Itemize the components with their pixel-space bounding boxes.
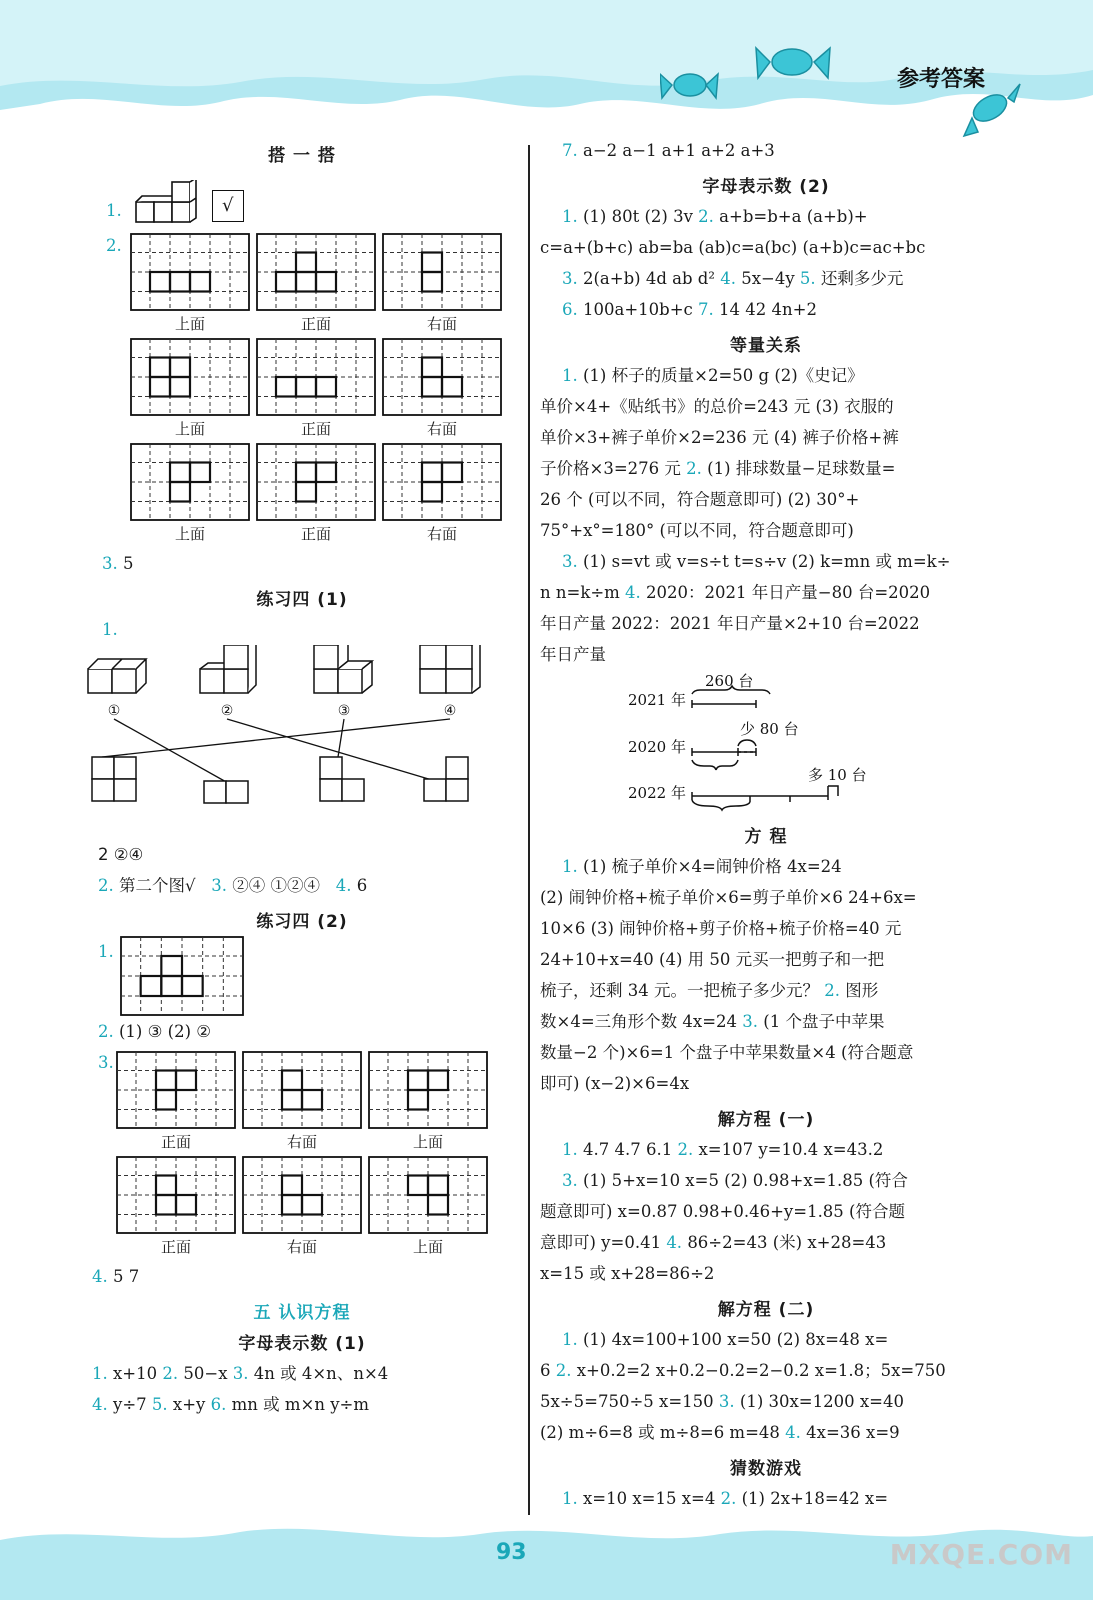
question-number: 7. bbox=[562, 141, 583, 160]
question-number: 4. bbox=[785, 1423, 807, 1442]
answer-line bbox=[540, 453, 992, 484]
question-number: 4. bbox=[92, 1267, 108, 1286]
header-title: 参考答案 bbox=[896, 67, 985, 92]
view-grid bbox=[368, 1051, 488, 1129]
section-title: 等量关系 bbox=[730, 336, 802, 356]
question-number: 3. bbox=[232, 1364, 254, 1383]
answer-line bbox=[540, 1165, 992, 1196]
view-grid-row bbox=[116, 1051, 512, 1152]
answer-line bbox=[540, 360, 992, 391]
answer-text: (1) 杯子的质量×2=50 g (2)《史记》 bbox=[583, 366, 864, 385]
answer-text: c=a+(b+c) ab=ba (ab)c=a(bc) (a+b)c=ac+bc bbox=[540, 238, 926, 257]
answer-text: 梳子，还剩 34 元。一把梳子多少元？ bbox=[540, 981, 825, 1000]
section-title: 解方程 (一) bbox=[717, 1110, 815, 1130]
answer-line bbox=[540, 135, 992, 166]
circle-label: ④ bbox=[443, 703, 457, 719]
watermark: MXQE.COM bbox=[889, 1538, 1073, 1571]
question-number: 2. bbox=[686, 459, 708, 478]
answer-line bbox=[540, 944, 992, 975]
view-label: 右面 bbox=[426, 525, 457, 543]
view-grid bbox=[130, 443, 250, 521]
answer-text: 5x÷5=750÷5 x=150 bbox=[540, 1392, 719, 1411]
answer-text: 4x=36 x=9 bbox=[806, 1423, 900, 1442]
answer-text: (1) ③ (2) ② bbox=[119, 1022, 212, 1041]
answer-text: y÷7 bbox=[113, 1395, 152, 1414]
answer-text: 14 42 4n+2 bbox=[719, 300, 817, 319]
question-number: 1. bbox=[106, 201, 122, 220]
view-label: 正面 bbox=[300, 525, 331, 543]
answer-text: (2) 闹钟价格+梳子单价×6=剪子单价×6 24+6x= bbox=[540, 888, 917, 907]
question-number: 4. bbox=[720, 269, 742, 288]
view-grid-row bbox=[116, 1156, 512, 1257]
answer-text: (1) s=vt 或 v=s÷t t=s÷v (2) k=mn 或 m=k÷ bbox=[583, 552, 951, 571]
view-grid bbox=[120, 936, 244, 1016]
answer-text: x=15 或 x+28=86÷2 bbox=[540, 1264, 715, 1283]
answer-line bbox=[98, 1016, 512, 1047]
answer-line bbox=[540, 294, 992, 325]
question-number: 4. bbox=[625, 583, 647, 602]
answer-text: 4.7 4.7 6.1 bbox=[583, 1140, 678, 1159]
q1-row bbox=[106, 170, 512, 226]
answer-line bbox=[540, 1227, 992, 1258]
answer-text: 2(a+b) 4d ab d² bbox=[583, 269, 721, 288]
section-title: 练习四 (1) bbox=[256, 590, 348, 610]
section-title: 搭 一 搭 bbox=[268, 146, 336, 166]
column-divider bbox=[528, 145, 530, 1515]
view-label: 正面 bbox=[160, 1238, 191, 1256]
answer-text: x+0.2=2 x+0.2−0.2=2−0.2 x=1.8；5x=750 bbox=[576, 1361, 946, 1380]
section-title: 练习四 (2) bbox=[256, 912, 348, 932]
answer-line bbox=[92, 1261, 512, 1292]
answer-text: 单价×3+裤子单价×2=236 元 (4) 裤子价格+裤 bbox=[540, 428, 899, 447]
answer-text: 5 bbox=[123, 554, 134, 573]
answer-line bbox=[540, 639, 992, 670]
segment-diagram bbox=[540, 672, 992, 812]
circle-label: ③ bbox=[337, 703, 351, 719]
answer-line bbox=[540, 232, 992, 263]
answer-line bbox=[540, 546, 992, 577]
question-number: 3. bbox=[98, 1053, 114, 1072]
answer-line bbox=[540, 1417, 992, 1448]
cube-stack-figure bbox=[132, 180, 202, 226]
view-grid-item bbox=[256, 443, 376, 544]
question-number: 3. bbox=[562, 269, 583, 288]
question-number: 3. bbox=[562, 1171, 583, 1190]
answer-text: 4n 或 4×n、n×4 bbox=[253, 1364, 389, 1383]
question-number: 6. bbox=[210, 1395, 232, 1414]
view-grid bbox=[382, 443, 502, 521]
question-number: 2. bbox=[677, 1140, 699, 1159]
answer-line bbox=[540, 1134, 992, 1165]
answer-text: 子价格×3=276 元 bbox=[540, 459, 687, 478]
answer-line bbox=[98, 870, 512, 901]
view-grid bbox=[130, 233, 250, 311]
answer-line bbox=[92, 1358, 512, 1389]
answer-line bbox=[540, 484, 992, 515]
question-number: 2. bbox=[698, 207, 720, 226]
view-grid-row bbox=[130, 443, 512, 544]
view-grid-item bbox=[368, 1051, 488, 1152]
answer-text: 题意即可) x=0.87 0.98+0.46+y=1.85 (符合题 bbox=[540, 1202, 905, 1221]
question-number: 4. bbox=[92, 1395, 113, 1414]
question-number: 2. bbox=[106, 236, 122, 255]
answer-text: 年日产量 bbox=[540, 645, 606, 664]
answer-text: 6 bbox=[356, 876, 368, 895]
answer-line bbox=[540, 913, 992, 944]
question-number: 6. bbox=[562, 300, 583, 319]
view-grid-item bbox=[116, 1051, 236, 1152]
answer-line bbox=[92, 1389, 512, 1420]
answer-line: 2 ②④ bbox=[98, 845, 144, 864]
answer-text: (1) 梳子单价×4=闹钟价格 4x=24 bbox=[583, 857, 842, 876]
view-grid-item bbox=[382, 233, 502, 334]
answer-text: ②④ ①②④ bbox=[232, 876, 321, 895]
answer-line bbox=[540, 263, 992, 294]
question-number: 4. bbox=[666, 1233, 688, 1252]
unit-title: 五 认识方程 bbox=[253, 1303, 351, 1323]
question-number: 3. bbox=[742, 1012, 764, 1031]
answer-text: 75°+x°=180° (可以不同，符合题意即可) bbox=[540, 521, 854, 540]
view-grid bbox=[368, 1156, 488, 1234]
view-label: 右面 bbox=[286, 1133, 317, 1151]
answer-text: (2) m÷6=8 或 m÷8=6 m=48 bbox=[540, 1423, 786, 1442]
answer-line bbox=[540, 1037, 992, 1068]
answer-line bbox=[540, 1324, 992, 1355]
answer-text: (1) 排球数量−足球数量= bbox=[707, 459, 896, 478]
answer-text: 50−x bbox=[183, 1364, 233, 1383]
question-number: 1. bbox=[562, 1140, 583, 1159]
bracket-label: 少 80 台 bbox=[740, 720, 799, 738]
bracket-label: 多 10 台 bbox=[808, 766, 867, 784]
answer-text: (1) 5+x=10 x=5 (2) 0.98+x=1.85 (符合 bbox=[583, 1171, 908, 1190]
q1-row bbox=[98, 936, 512, 1016]
left-column bbox=[92, 135, 512, 1420]
right-column bbox=[540, 135, 992, 1514]
view-label: 上面 bbox=[412, 1238, 443, 1256]
question-number: 4. bbox=[335, 876, 352, 895]
section-title: 猜数游戏 bbox=[730, 1459, 802, 1479]
answer-text: 图形 bbox=[845, 981, 879, 1000]
view-grid bbox=[130, 338, 250, 416]
answer-line bbox=[540, 882, 992, 913]
answer-text: x+10 bbox=[113, 1364, 163, 1383]
view-label: 右面 bbox=[426, 420, 457, 438]
question-number: 2. bbox=[98, 1022, 114, 1041]
view-grid-item bbox=[242, 1051, 362, 1152]
view-grid-item bbox=[382, 443, 502, 544]
answer-line bbox=[102, 548, 512, 579]
section-title: 字母表示数 (1) bbox=[238, 1334, 366, 1354]
question-number: 2. bbox=[720, 1489, 742, 1508]
answer-text: x=10 x=15 x=4 bbox=[583, 1489, 721, 1508]
view-grid bbox=[256, 443, 376, 521]
answer-text: 6 bbox=[540, 1361, 556, 1380]
question-number: 2. bbox=[162, 1364, 184, 1383]
answer-text: 5 7 bbox=[113, 1267, 140, 1286]
answer-text: 86÷2=43 (米) x+28=43 bbox=[687, 1233, 887, 1252]
answer-line bbox=[540, 515, 992, 546]
answer-line bbox=[540, 201, 992, 232]
question-number: 2. bbox=[98, 876, 114, 895]
answer-text: 即可) (x−2)×6=4x bbox=[540, 1074, 690, 1093]
view-label: 正面 bbox=[160, 1133, 191, 1151]
view-grid-item bbox=[242, 1156, 362, 1257]
page-number: 93 bbox=[496, 1540, 527, 1565]
section-title: 方 程 bbox=[744, 827, 788, 847]
view-grid bbox=[116, 1156, 236, 1234]
view-grid-row bbox=[130, 338, 512, 439]
answer-line bbox=[540, 975, 992, 1006]
answer-text: a+b=b+a (a+b)+ bbox=[719, 207, 868, 226]
view-grid bbox=[116, 1051, 236, 1129]
view-grid-item bbox=[382, 338, 502, 439]
question-number: 3. bbox=[718, 1392, 740, 1411]
question-number: 3. bbox=[562, 552, 583, 571]
view-grid-item bbox=[256, 233, 376, 334]
view-label: 右面 bbox=[286, 1238, 317, 1256]
question-number: 5. bbox=[151, 1395, 173, 1414]
answer-text: 单价×4+《贴纸书》的总价=243 元 (3) 衣服的 bbox=[540, 397, 894, 416]
view-label: 上面 bbox=[174, 315, 205, 333]
answer-text: (1) 80t (2) 3v bbox=[583, 207, 699, 226]
answer-text: 第二个图√ bbox=[119, 876, 196, 895]
circle-label: ② bbox=[220, 703, 234, 719]
answer-text: 100a+10b+c bbox=[583, 300, 699, 319]
question-number: 1. bbox=[562, 366, 583, 385]
answer-line bbox=[540, 1483, 992, 1514]
view-label: 正面 bbox=[300, 420, 331, 438]
answer-line bbox=[540, 577, 992, 608]
year-label: 2020 年 bbox=[628, 738, 686, 756]
answer-text: 2020：2021 年日产量−80 台=2020 bbox=[646, 583, 931, 602]
answer-text: 26 个 (可以不同，符合题意即可) (2) 30°+ bbox=[540, 490, 860, 509]
view-grid bbox=[382, 233, 502, 311]
answer-text: 5x−4y bbox=[741, 269, 800, 288]
question-number: 1. bbox=[98, 942, 114, 961]
answer-line bbox=[540, 1386, 992, 1417]
answer-text: (1) 2x+18=42 x= bbox=[741, 1489, 889, 1508]
check-box: √ bbox=[212, 190, 244, 222]
year-label: 2021 年 bbox=[628, 691, 686, 709]
circle-label: ① bbox=[107, 703, 121, 719]
section-title: 字母表示数 (2) bbox=[702, 177, 830, 197]
answer-line bbox=[540, 1196, 992, 1227]
answer-line bbox=[540, 608, 992, 639]
view-grid-item bbox=[130, 233, 250, 334]
answer-text: 数量−2 个)×6=1 个盘子中苹果数量×4 (符合题意 bbox=[540, 1043, 914, 1062]
answer-text: (1) 30x=1200 x=40 bbox=[739, 1392, 904, 1411]
question-number: 3. bbox=[211, 876, 228, 895]
answer-text: (1) 4x=100+100 x=50 (2) 8x=48 x= bbox=[583, 1330, 889, 1349]
answer-text: mn 或 m×n y÷m bbox=[231, 1395, 369, 1414]
view-grid-item bbox=[130, 443, 250, 544]
view-grid-item bbox=[116, 1156, 236, 1257]
view-label: 正面 bbox=[300, 315, 331, 333]
answer-line bbox=[540, 1006, 992, 1037]
question-number: 2. bbox=[555, 1361, 577, 1380]
question-number: 1. bbox=[92, 1364, 113, 1383]
question-number: 1. bbox=[562, 1330, 583, 1349]
view-grid-item bbox=[368, 1156, 488, 1257]
view-label: 上面 bbox=[174, 525, 205, 543]
answer-text: x=107 y=10.4 x=43.2 bbox=[698, 1140, 884, 1159]
question-number: 7. bbox=[698, 300, 720, 319]
year-label: 2022 年 bbox=[628, 784, 686, 802]
bracket-label: 260 台 bbox=[705, 672, 754, 690]
view-grid bbox=[256, 338, 376, 416]
answer-text: 还剩多少元 bbox=[820, 269, 904, 288]
answer-text: (1 个盘子中苹果 bbox=[763, 1012, 885, 1031]
answer-text: n n=k÷m bbox=[540, 583, 626, 602]
answer-text: 年日产量 2022：2021 年日产量×2+10 台=2022 bbox=[540, 614, 920, 633]
answer-line bbox=[540, 851, 992, 882]
answer-line bbox=[540, 1258, 992, 1289]
question-number: 2. bbox=[824, 981, 846, 1000]
view-label: 上面 bbox=[174, 420, 205, 438]
answer-text: x+y bbox=[172, 1395, 211, 1414]
view-grid-item bbox=[256, 338, 376, 439]
answer-text: 10×6 (3) 闹钟价格+剪子价格+梳子价格=40 元 bbox=[540, 919, 902, 938]
question-number: 1. bbox=[562, 857, 583, 876]
view-grid-row bbox=[130, 233, 512, 334]
question-number: 3. bbox=[102, 554, 118, 573]
view-grid bbox=[242, 1051, 362, 1129]
answer-text: a−2 a−1 a+1 a+2 a+3 bbox=[583, 141, 775, 160]
view-grid-item bbox=[130, 338, 250, 439]
answer-line bbox=[540, 1068, 992, 1099]
view-label: 右面 bbox=[426, 315, 457, 333]
answer-text: 意即可) y=0.41 bbox=[540, 1233, 667, 1252]
answer-line bbox=[540, 1355, 992, 1386]
question-number: 1. bbox=[562, 1489, 583, 1508]
section-title: 解方程 (二) bbox=[717, 1300, 815, 1320]
answer-text: 24+10+x=40 (4) 用 50 元买一把剪子和一把 bbox=[540, 950, 885, 969]
answer-text: 数×4=三角形个数 4x=24 bbox=[540, 1012, 743, 1031]
matching-figure bbox=[82, 645, 502, 835]
question-number: 5. bbox=[799, 269, 821, 288]
view-grid bbox=[242, 1156, 362, 1234]
view-label: 上面 bbox=[412, 1133, 443, 1151]
answer-line bbox=[540, 391, 992, 422]
view-grid bbox=[382, 338, 502, 416]
answer-line bbox=[540, 422, 992, 453]
question-number: 1. bbox=[102, 620, 118, 639]
view-grid bbox=[256, 233, 376, 311]
question-number: 1. bbox=[562, 207, 583, 226]
